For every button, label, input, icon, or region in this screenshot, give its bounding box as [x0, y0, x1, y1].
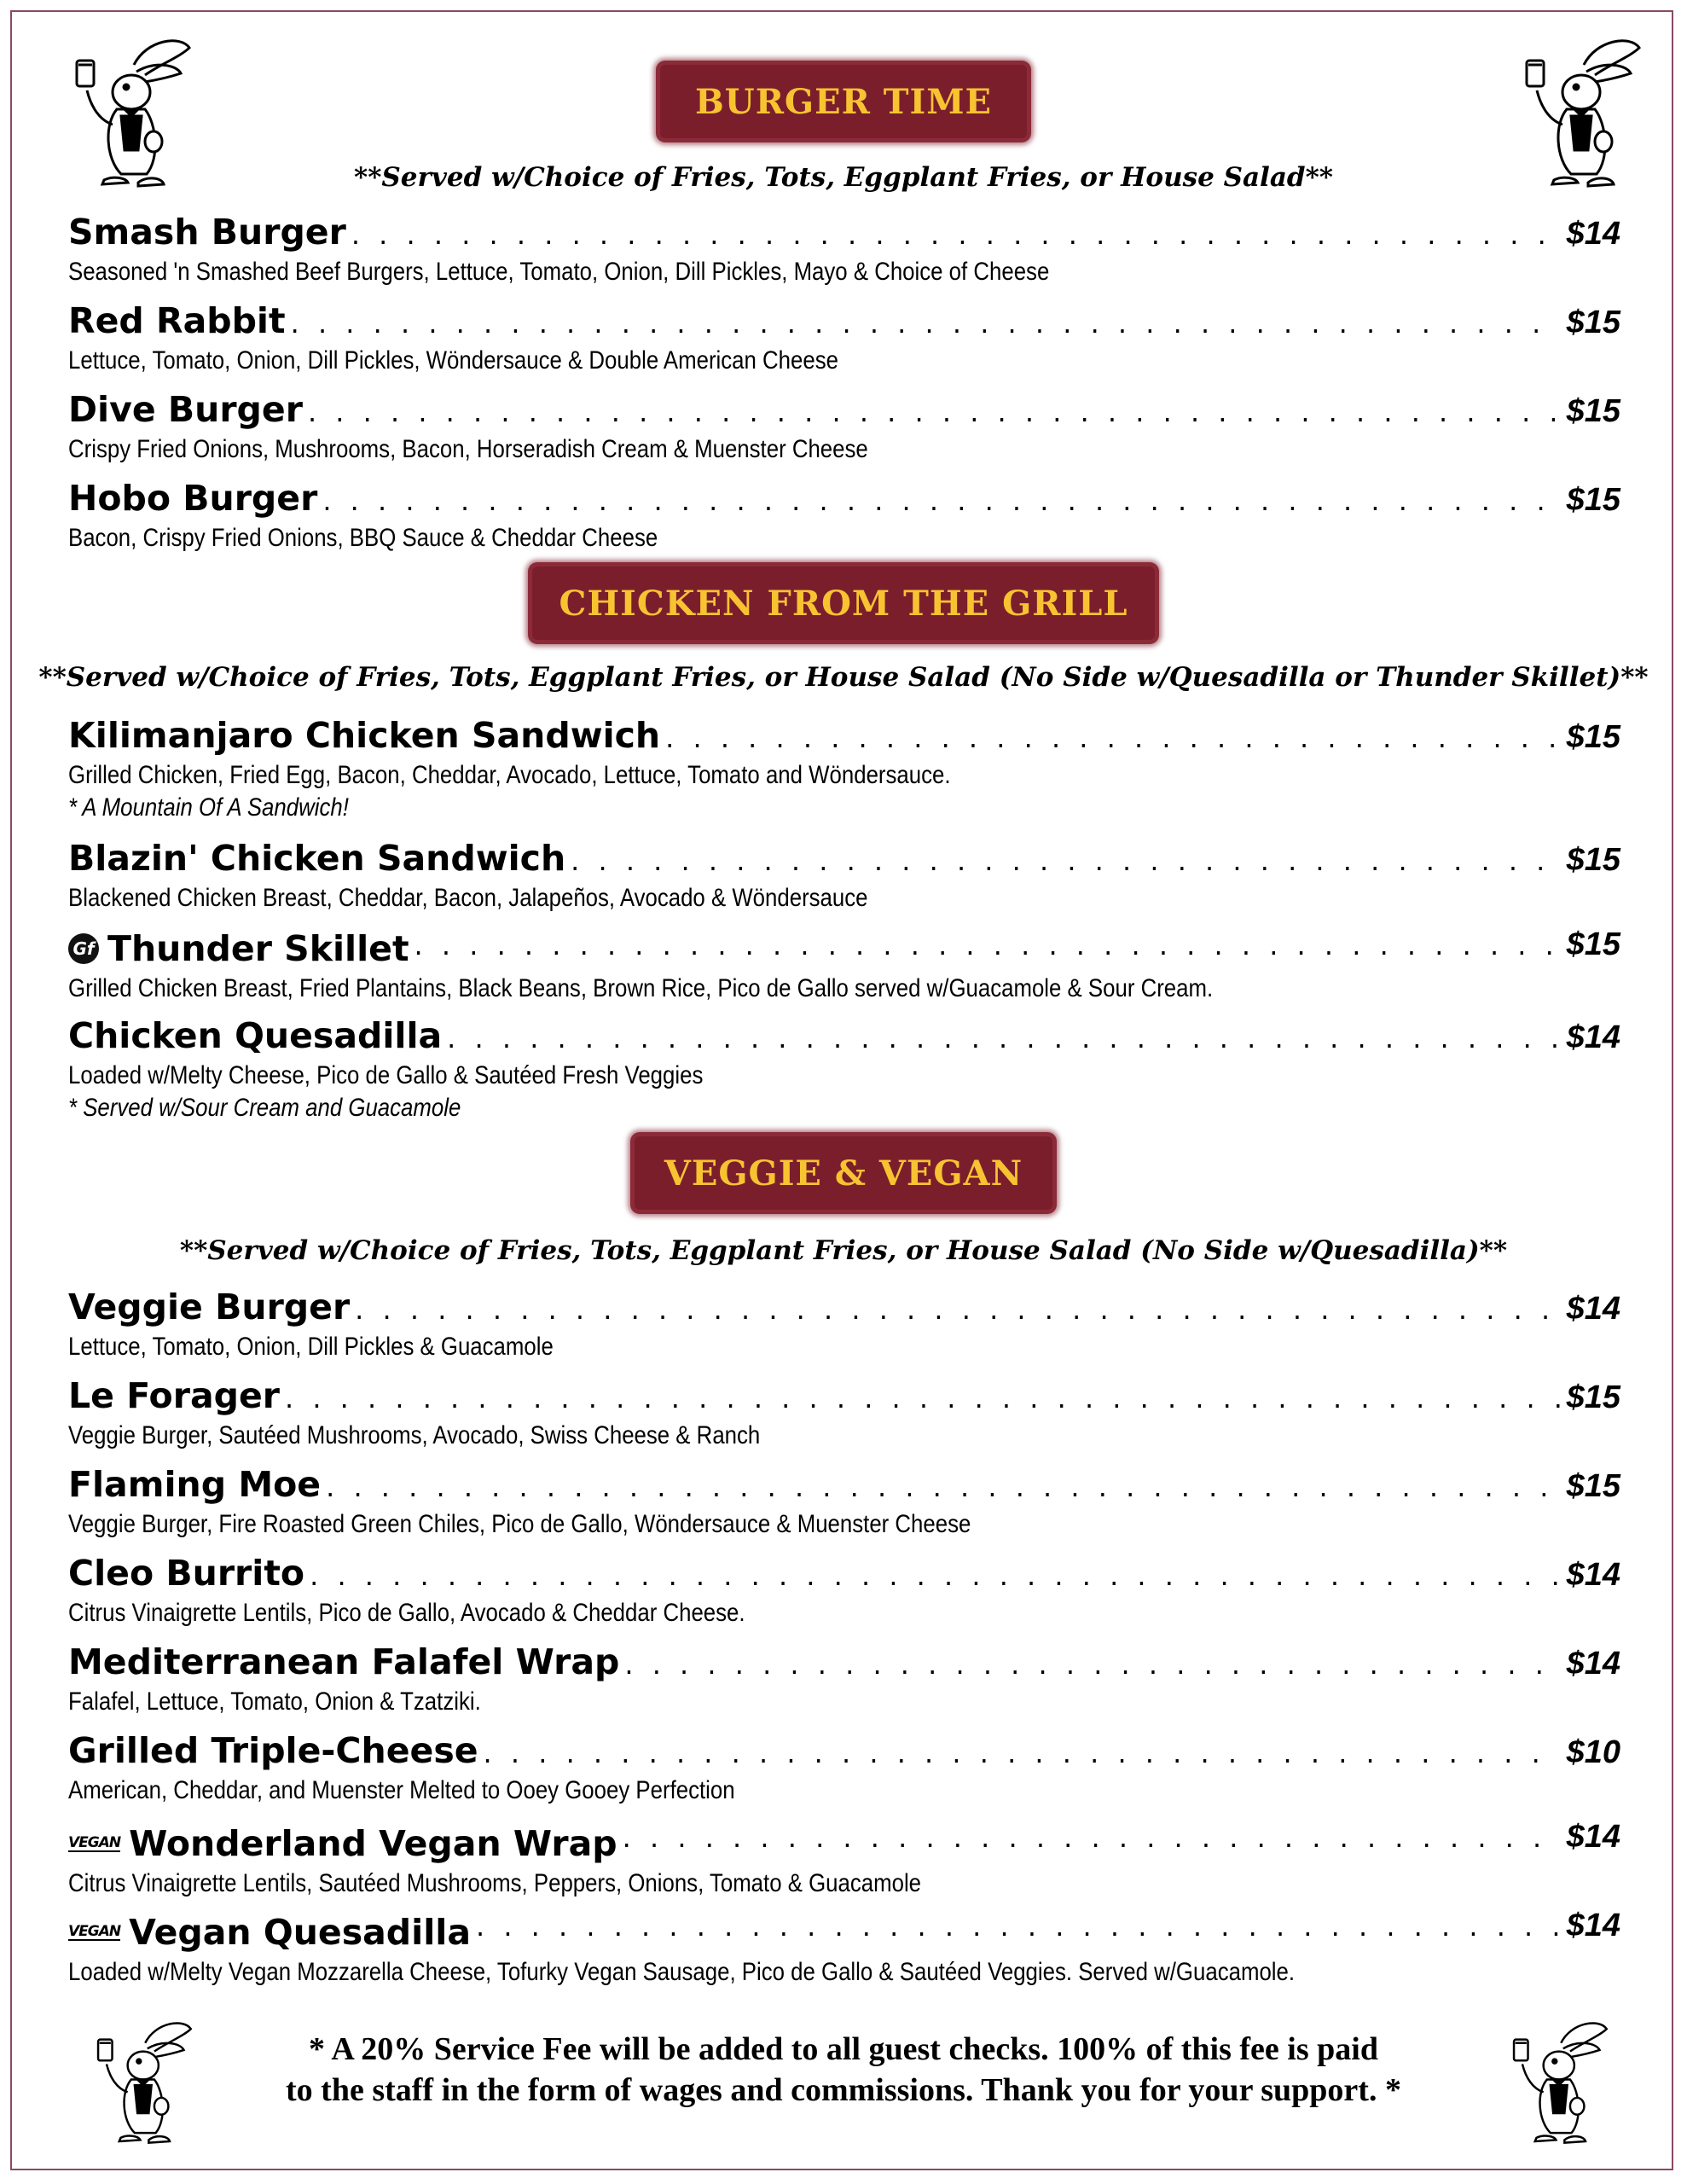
item-name — [68, 1464, 321, 1505]
dot-leader — [310, 1560, 1562, 1592]
section-title: VEGGIE & VEGAN — [664, 1153, 1023, 1194]
dot-leader — [484, 1737, 1562, 1769]
item-name-text: Mediterranean Falafel Wrap — [68, 1641, 620, 1682]
dot-leader — [624, 1648, 1561, 1681]
item-note: * A Mountain Of A Sandwich! — [68, 793, 349, 822]
menu-item-row — [68, 1375, 1620, 1416]
item-description: Crispy Fried Onions, Mushrooms, Bacon, Horseradish Cream & Muenster Cheese — [68, 435, 868, 463]
item-description: Citrus Vinaigrette Lentils, Sautéed Mushrooms, Peppers, Onions, Tomato & Guacamole — [68, 1869, 922, 1897]
menu-item-row — [68, 1287, 1620, 1327]
menu-item — [68, 212, 1620, 287]
item-name — [68, 928, 409, 969]
item-price: $15 — [1566, 1468, 1620, 1504]
menu-item-row — [68, 926, 1620, 969]
item-description: American, Cheddar, and Muenster Melted to Ooey Gooey Perfection — [68, 1776, 735, 1804]
section-subtitle: **Served w/Choice of Fries, Tots, Eggplant Fries, or House Salad** — [353, 162, 1334, 193]
item-description: Citrus Vinaigrette Lentils, Pico de Gallo, Avocado & Cheddar Cheese. — [68, 1599, 745, 1627]
menu-item — [68, 1553, 1620, 1628]
dot-leader — [476, 1910, 1562, 1943]
menu-item — [68, 1641, 1620, 1716]
menu-item-row — [68, 715, 1620, 756]
dot-leader — [351, 218, 1562, 251]
menu-item — [68, 1375, 1620, 1450]
item-price: $10 — [1566, 1734, 1620, 1770]
gluten-free-icon: Gf — [68, 933, 99, 964]
section-banner-burger — [660, 65, 1027, 138]
item-description: Lettuce, Tomato, Onion, Dill Pickles & Guacamole — [68, 1333, 554, 1361]
item-name-text: Vegan Quesadilla — [129, 1912, 471, 1953]
item-name — [68, 478, 317, 519]
menu-item-row — [68, 212, 1620, 253]
item-description: Veggie Burger, Sautéed Mushrooms, Avocado, Swiss Cheese & Ranch — [68, 1421, 761, 1449]
item-name — [68, 389, 303, 430]
item-description: Loaded w/Melty Vegan Mozzarella Cheese, Tofurky Vegan Sausage, Pico de Gallo & Sautéed Veggies. Served w/Guacamole. — [68, 1958, 1296, 1986]
dot-leader — [285, 1382, 1562, 1414]
item-price: $14 — [1566, 1908, 1620, 1943]
item-description: Seasoned 'n Smashed Beef Burgers, Lettuce, Tomato, Onion, Dill Pickles, Mayo & Choice of Cheese — [68, 258, 1050, 286]
menu-item — [68, 715, 1620, 822]
item-name — [68, 300, 286, 341]
item-description: Lettuce, Tomato, Onion, Dill Pickles, Wöndersauce & Double American Cheese — [68, 346, 838, 375]
menu-item — [68, 926, 1620, 1003]
item-name — [68, 212, 346, 253]
menu-item-row — [68, 478, 1620, 519]
item-price: $15 — [1566, 842, 1620, 878]
item-description: Veggie Burger, Fire Roasted Green Chiles, Pico de Gallo, Wöndersauce & Muenster Cheese — [68, 1510, 971, 1538]
item-name-text: Smash Burger — [68, 212, 346, 253]
dot-leader — [322, 485, 1561, 517]
menu-item-row — [68, 1819, 1620, 1864]
menu-item-row — [68, 1641, 1620, 1682]
item-name-text: Cleo Burrito — [68, 1553, 305, 1594]
item-name-text: Veggie Burger — [68, 1287, 351, 1327]
item-name — [68, 1730, 478, 1771]
dot-leader — [326, 1471, 1562, 1503]
menu-item — [68, 1819, 1620, 1898]
vegan-icon: VEGAN — [68, 1923, 121, 1940]
section-subtitle: **Served w/Choice of Fries, Tots, Eggplant Fries, or House Salad (No Side w/Quesadilla or Thunder Skillet)** — [38, 662, 1649, 693]
vegan-icon: VEGAN — [68, 1834, 121, 1851]
item-price: $14 — [1566, 1291, 1620, 1327]
item-description: Falafel, Lettuce, Tomato, Onion & Tzatziki. — [68, 1687, 481, 1716]
dot-leader — [665, 722, 1561, 754]
menu-item — [68, 1015, 1620, 1123]
item-price: $14 — [1566, 216, 1620, 252]
menu-item-row — [68, 1908, 1620, 1953]
menu-item — [68, 838, 1620, 913]
section-banner-chicken — [532, 566, 1155, 640]
item-description: Blackened Chicken Breast, Cheddar, Bacon, Jalapeños, Avocado & Wöndersauce — [68, 884, 868, 912]
item-name-text: Hobo Burger — [68, 478, 318, 519]
item-name-text: Le Forager — [68, 1375, 280, 1416]
item-name — [68, 1287, 350, 1327]
item-name-text: Dive Burger — [68, 389, 303, 430]
item-price: $14 — [1566, 1019, 1620, 1055]
menu-item — [68, 1730, 1620, 1805]
item-name-text: Thunder Skillet — [107, 928, 409, 969]
menu-item — [68, 300, 1620, 375]
item-price: $15 — [1566, 719, 1620, 755]
item-name — [68, 1375, 280, 1416]
dot-leader — [623, 1821, 1562, 1854]
item-name — [68, 1823, 617, 1864]
section-banner-veggie — [635, 1136, 1052, 1210]
item-name — [68, 1015, 442, 1056]
item-name — [68, 1553, 304, 1594]
item-description: Grilled Chicken Breast, Fried Plantains, Black Beans, Brown Rice, Pico de Gallo served w/Guacamole & Sour Cream. — [68, 974, 1214, 1002]
item-name-text: Red Rabbit — [68, 300, 286, 341]
item-name-text: Flaming Moe — [68, 1464, 322, 1505]
item-note: * Served w/Sour Cream and Guacamole — [68, 1094, 461, 1122]
item-price: $15 — [1566, 1380, 1620, 1415]
item-price: $15 — [1566, 926, 1620, 962]
item-price: $14 — [1566, 1557, 1620, 1593]
menu-item-row — [68, 838, 1620, 879]
menu-item-row — [68, 389, 1620, 430]
menu-item — [68, 389, 1620, 464]
item-price: $14 — [1566, 1646, 1620, 1682]
item-name-text: Kilimanjaro Chicken Sandwich — [68, 715, 661, 756]
dot-leader — [308, 396, 1562, 428]
dot-leader — [291, 307, 1562, 340]
item-description: Loaded w/Melty Cheese, Pico de Gallo & Sautéed Fresh Veggies — [68, 1061, 704, 1089]
footer-line: to the staff in the form of wages and commissions. Thank you for your support. * — [286, 2072, 1401, 2108]
item-price: $15 — [1566, 482, 1620, 518]
section-subtitle: **Served w/Choice of Fries, Tots, Eggplant Fries, or House Salad (No Side w/Quesadilla)** — [179, 1235, 1508, 1266]
item-name — [68, 715, 660, 756]
menu-item — [68, 478, 1620, 553]
menu-item-row — [68, 1730, 1620, 1771]
menu-item-row — [68, 1464, 1620, 1505]
item-name-text: Blazin' Chicken Sandwich — [68, 838, 566, 879]
dot-leader — [447, 1022, 1561, 1054]
dot-leader — [415, 929, 1562, 961]
item-name — [68, 838, 565, 879]
footer-line: * A 20% Service Fee will be added to all guest checks. 100% of this fee is paid — [309, 2031, 1378, 2067]
menu-item — [68, 1287, 1620, 1362]
item-price: $15 — [1566, 393, 1620, 429]
section-title: CHICKEN FROM THE GRILL — [559, 583, 1128, 624]
item-price: $15 — [1566, 305, 1620, 340]
item-name — [68, 1912, 471, 1953]
item-price: $14 — [1566, 1819, 1620, 1855]
item-description: Bacon, Crispy Fried Onions, BBQ Sauce & Cheddar Cheese — [68, 524, 658, 552]
dot-leader — [355, 1293, 1561, 1326]
item-name — [68, 1641, 619, 1682]
item-name-text: Wonderland Vegan Wrap — [129, 1823, 617, 1864]
menu-item-row — [68, 1553, 1620, 1594]
section-title: BURGER TIME — [695, 81, 992, 122]
service-fee-notice — [0, 2029, 1687, 2111]
menu-item-row — [68, 300, 1620, 341]
dot-leader — [571, 845, 1561, 877]
item-name-text: Grilled Triple-Cheese — [68, 1730, 478, 1771]
menu-item — [68, 1464, 1620, 1539]
menu-item-row — [68, 1015, 1620, 1056]
menu-item — [68, 1908, 1620, 1987]
item-name-text: Chicken Quesadilla — [68, 1015, 443, 1056]
item-description: Grilled Chicken, Fried Egg, Bacon, Cheddar, Avocado, Lettuce, Tomato and Wöndersauce. — [68, 761, 951, 789]
